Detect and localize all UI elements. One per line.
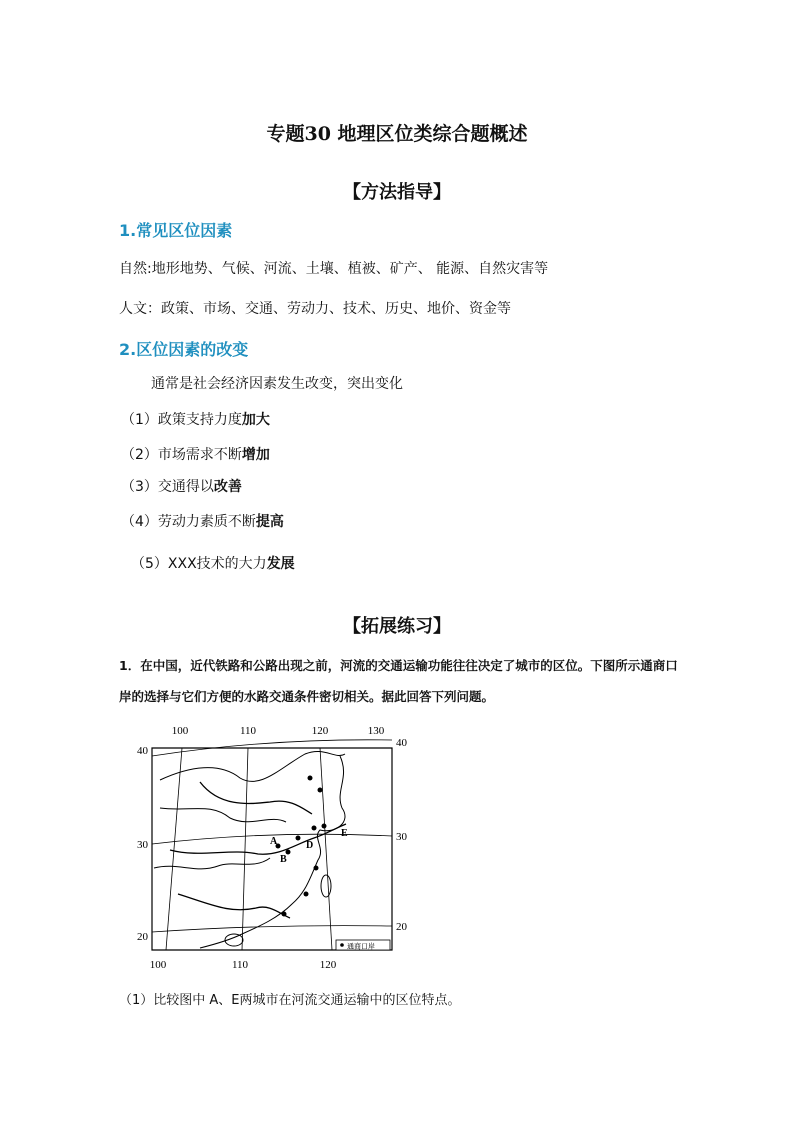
sub-question-1: （1）比较图中 A、E两城市在河流交通运输中的区位特点。 <box>119 993 461 1008</box>
lat-label: 20 <box>137 931 148 943</box>
map-rivers <box>170 782 346 918</box>
list-item: （4）劳动力素质不断提高 <box>121 514 284 530</box>
lat-label: 30 <box>137 839 148 851</box>
heading-factor-change: 2.区位因素的改变 <box>119 340 249 359</box>
lon-label: 100 <box>149 959 167 971</box>
lat-label: 30 <box>396 831 407 843</box>
lon-label: 130 <box>367 725 385 737</box>
lat-label: 20 <box>396 921 407 933</box>
practice-section-heading: 【拓展练习】 <box>343 616 451 637</box>
page-title: 专题30 地理区位类综合题概述 <box>266 123 528 145</box>
lon-label: 100 <box>171 725 189 737</box>
city-label-a: A <box>270 836 278 847</box>
emphasis-text: 加大 <box>241 412 270 428</box>
city-label-e: E <box>341 828 348 839</box>
city-label-b: B <box>280 854 287 865</box>
lon-label: 120 <box>319 959 337 971</box>
list-item: （3）交通得以改善 <box>121 479 242 495</box>
lon-label: 110 <box>239 725 257 737</box>
emphasis-text: 增加 <box>241 447 270 463</box>
emphasis-text: 提高 <box>255 514 284 530</box>
change-intro: 通常是社会经济因素发生改变，突出变化 <box>151 376 403 392</box>
list-item: （1）政策支持力度加大 <box>121 412 270 428</box>
trade-port-dots <box>276 776 327 917</box>
lat-label: 40 <box>396 737 407 749</box>
map-borders <box>154 751 345 948</box>
emphasis-text: 发展 <box>266 556 295 572</box>
method-section-heading: 【方法指导】 <box>343 182 451 203</box>
list-item: （5）XXX技术的大力发展 <box>131 556 295 572</box>
heading-common-factors: 1.常见区位因素 <box>119 221 233 240</box>
map-legend-label: 通商口岸 <box>347 942 375 951</box>
trade-port-map <box>130 718 410 973</box>
city-label-d: D <box>306 840 314 851</box>
lat-label: 40 <box>137 745 148 757</box>
natural-factors-line: 自然:地形地势、气候、河流、土壤、植被、矿产、 能源、自然灾害等 <box>119 261 549 277</box>
emphasis-text: 改善 <box>213 479 242 495</box>
lon-label: 120 <box>311 725 329 737</box>
question-1: 1．在中国，近代铁路和公路出现之前，河流的交通运输功能往往决定了城市的区位。下图所示通商口岸的选择与它们方便的水路交通条件密切相关。据此回答下列问题。 <box>119 658 678 704</box>
legend-dot-icon <box>340 943 344 947</box>
taiwan-island <box>321 875 331 897</box>
list-item: （2）市场需求不断增加 <box>121 447 270 463</box>
human-factors-line: 人文：政策、市场、交通、劳动力、技术、历史、地价、资金等 <box>119 301 511 317</box>
lon-label: 110 <box>231 959 249 971</box>
